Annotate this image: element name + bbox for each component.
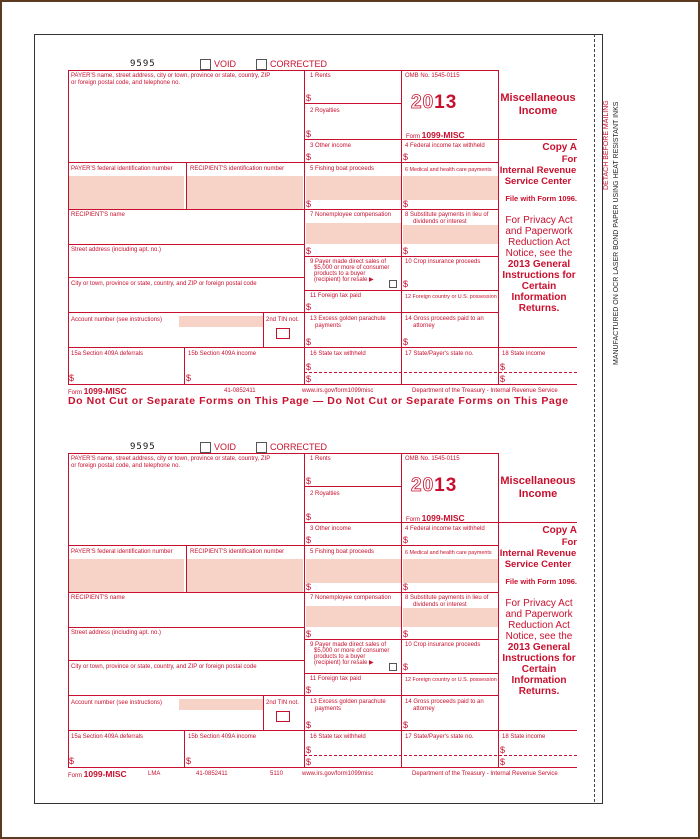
- box5-field[interactable]: [306, 176, 401, 200]
- form-name-label: Form 1099-MISC: [406, 513, 465, 523]
- box8-label-l2: dividends or interest: [413, 219, 467, 225]
- box15b-dollar: $: [186, 373, 192, 383]
- box11-dollar: $: [306, 685, 312, 695]
- box10-label: 10 Crop insurance proceeds: [405, 259, 481, 265]
- box5-label: 5 Fishing boat proceeds: [310, 166, 375, 172]
- box13-dollar: $: [306, 720, 312, 730]
- box7-field[interactable]: [306, 606, 401, 627]
- box16-dollar-1: $: [306, 745, 312, 755]
- box6-label: 6 Medical and health care payments: [405, 167, 492, 173]
- box4-dollar: $: [403, 152, 409, 162]
- box18-dollar-1: $: [500, 745, 506, 755]
- box11-label: 11 Foreign tax paid: [310, 676, 361, 682]
- recipient-tin-label: RECIPIENT'S identification number: [190, 549, 285, 555]
- box14-dollar: $: [403, 720, 409, 730]
- box7-label: 7 Nonemployee compensation: [310, 212, 392, 218]
- payer-name-label-l1: PAYER'S name, street address, city or town, province or state, country, ZIP: [71, 456, 271, 462]
- tin-not-label: 2nd TIN not.: [266, 700, 299, 706]
- box12-label: 12 Foreign country or U.S. possession: [405, 294, 497, 300]
- footer-dept: Department of the Treasury - Internal Revenue Service: [412, 388, 558, 394]
- box13-label-l1: 13 Excess golden parachute: [310, 699, 386, 705]
- box15a-dollar: $: [69, 373, 75, 383]
- box9-label-l2: $5,000 or more of consumer: [314, 648, 390, 654]
- box9-label-l3: products to a buyer: [314, 271, 366, 277]
- box10-dollar: $: [403, 279, 409, 289]
- box16-label: 16 State tax withheld: [310, 734, 366, 740]
- box18-dollar-1: $: [500, 362, 506, 372]
- box1-dollar: $: [306, 476, 312, 486]
- box8-field[interactable]: [403, 608, 498, 627]
- box2-label: 2 Royalties: [310, 108, 340, 114]
- box9-label-l1: 9 Payer made direct sales of: [310, 642, 387, 648]
- box2-label: 2 Royalties: [310, 491, 340, 497]
- box15b-dollar: $: [186, 756, 192, 766]
- corrected-label: CORRECTED: [270, 442, 328, 452]
- box18-label: 18 State income: [502, 351, 546, 357]
- footer-cat: 41-0852411: [224, 388, 256, 394]
- box5-dollar: $: [306, 582, 312, 592]
- account-label: Account number (see instructions): [71, 317, 163, 323]
- box9-label-l1: 9 Payer made direct sales of: [310, 259, 387, 265]
- box11-dollar: $: [306, 302, 312, 312]
- box9-checkbox[interactable]: [389, 663, 397, 671]
- box3-label: 3 Other income: [310, 143, 352, 149]
- box17-label: 17 State/Payer's state no.: [405, 351, 474, 357]
- box18-label: 18 State income: [502, 734, 546, 740]
- form-1099-misc-top: [0, 0, 700, 400]
- form-id: 9595: [130, 59, 156, 69]
- payer-name-label-l2: or foreign postal code, and telephone no.: [71, 463, 181, 469]
- copy-a-block: Copy A For Internal Revenue Service Center File with Form 1096.: [499, 525, 577, 586]
- box13-dollar: $: [306, 337, 312, 347]
- box8-dollar: $: [403, 246, 409, 256]
- payer-tin-field[interactable]: [68, 559, 184, 592]
- privacy-notice: For Privacy Act and Paperwork Reduction Act Notice, see the 2013 General Instructions for Certain Information Returns.: [502, 598, 576, 697]
- box13-label-l1: 13 Excess golden parachute: [310, 316, 386, 322]
- city-label: City or town, province or state, country, and ZIP or foreign postal code: [71, 281, 257, 287]
- account-field[interactable]: [179, 699, 263, 710]
- recipient-name-label: RECIPIENT'S name: [71, 595, 125, 601]
- box2-dollar: $: [306, 129, 312, 139]
- box3-dollar: $: [306, 535, 312, 545]
- tax-year: 2013: [411, 475, 458, 496]
- box15a-label: 15a Section 409A deferrals: [71, 351, 144, 357]
- payer-tin-field[interactable]: [68, 176, 184, 209]
- box4-label: 4 Federal income tax withheld: [405, 526, 485, 532]
- form-name-label: Form 1099-MISC: [406, 130, 465, 140]
- box6-dollar: $: [403, 199, 409, 209]
- footer-form: Form 1099-MISC: [68, 386, 127, 396]
- detach-label: DETACH BEFORE MAILING: [603, 100, 610, 190]
- box9-label-l4: (recipient) for resale ▶: [314, 277, 374, 283]
- form-title: Miscellaneous Income: [500, 92, 576, 117]
- tax-year: 2013: [411, 92, 458, 113]
- box7-label: 7 Nonemployee compensation: [310, 595, 392, 601]
- form-1099-misc-bottom: [0, 383, 700, 783]
- box13-label-l2: payments: [315, 706, 342, 712]
- tin-not-checkbox[interactable]: [276, 711, 290, 722]
- box8-dollar: $: [403, 629, 409, 639]
- box4-dollar: $: [403, 535, 409, 545]
- recipient-tin-field[interactable]: [187, 176, 303, 209]
- payer-tin-label: PAYER'S federal identification number: [71, 166, 173, 172]
- box16-dollar-2: $: [306, 374, 312, 384]
- box12-label: 12 Foreign country or U.S. possession: [405, 677, 497, 683]
- box11-label: 11 Foreign tax paid: [310, 293, 361, 299]
- account-field[interactable]: [179, 316, 263, 327]
- footer-url: www.irs.gov/form1099misc: [302, 388, 374, 394]
- box1-dollar: $: [306, 93, 312, 103]
- omb-number: OMB No. 1545-0115: [405, 456, 460, 462]
- recipient-tin-label: RECIPIENT'S identification number: [190, 166, 285, 172]
- box18-dollar-2: $: [500, 757, 506, 767]
- box1-label: 1 Rents: [310, 456, 331, 462]
- box15b-label: 15b Section 409A income: [188, 734, 257, 740]
- box7-dollar: $: [306, 246, 312, 256]
- manufactured-label: MANUFACTURED ON OCR LASER BOND PAPER USING HEAT RESISTANT INKS: [613, 101, 620, 365]
- footer-form: Form 1099-MISC: [68, 769, 127, 779]
- box10-label: 10 Crop insurance proceeds: [405, 642, 481, 648]
- box8-label-l2: dividends or interest: [413, 602, 467, 608]
- box6-dollar: $: [403, 582, 409, 592]
- box8-label-l1: 8 Substitute payments in lieu of: [405, 595, 489, 601]
- footer-cat: 41-0852411: [196, 771, 228, 777]
- payer-tin-label: PAYER'S federal identification number: [71, 549, 173, 555]
- box17-label: 17 State/Payer's state no.: [405, 734, 474, 740]
- box5-field[interactable]: [306, 559, 401, 583]
- void-checkbox[interactable]: [200, 59, 211, 70]
- corrected-checkbox[interactable]: [256, 59, 267, 70]
- street-label: Street address (including apt. no.): [71, 247, 162, 253]
- box14-dollar: $: [403, 337, 409, 347]
- do-not-cut-notice: Do Not Cut or Separate Forms on This Page — Do Not Cut or Separate Forms on This Page: [68, 395, 569, 407]
- box14-label-l2: attorney: [413, 323, 435, 329]
- copy-a-block: Copy A For Internal Revenue Service Center File with Form 1096.: [499, 142, 577, 203]
- void-label: VOID: [214, 59, 237, 69]
- box14-label-l1: 14 Gross proceeds paid to an: [405, 316, 484, 322]
- void-label: VOID: [214, 442, 237, 452]
- box16-label: 16 State tax withheld: [310, 351, 366, 357]
- box6-field[interactable]: [403, 559, 498, 583]
- tin-not-label: 2nd TIN not.: [266, 317, 299, 323]
- form-id: 9595: [130, 442, 156, 452]
- box18-dollar-2: $: [500, 374, 506, 384]
- box2-dollar: $: [306, 512, 312, 522]
- city-label: City or town, province or state, country, and ZIP or foreign postal code: [71, 664, 257, 670]
- box6-field[interactable]: [403, 176, 498, 200]
- corrected-checkbox[interactable]: [256, 442, 267, 453]
- tin-not-checkbox[interactable]: [276, 328, 290, 339]
- box6-label: 6 Medical and health care payments: [405, 550, 492, 556]
- box14-label-l2: attorney: [413, 706, 435, 712]
- omb-number: OMB No. 1545-0115: [405, 73, 460, 79]
- street-label: Street address (including apt. no.): [71, 630, 162, 636]
- box9-label-l3: products to a buyer: [314, 654, 366, 660]
- footer-dept: Department of the Treasury - Internal Revenue Service: [412, 771, 558, 777]
- box7-field[interactable]: [306, 223, 401, 244]
- void-checkbox[interactable]: [200, 442, 211, 453]
- privacy-notice: For Privacy Act and Paperwork Reduction Act Notice, see the 2013 General Instructions for Certain Information Returns.: [502, 215, 576, 314]
- box8-field[interactable]: [403, 225, 498, 244]
- box9-checkbox[interactable]: [389, 280, 397, 288]
- box16-dollar-2: $: [306, 757, 312, 767]
- recipient-name-label: RECIPIENT'S name: [71, 212, 125, 218]
- form-title: Miscellaneous Income: [500, 475, 576, 500]
- payer-name-label-l1: PAYER'S name, street address, city or town, province or state, country, ZIP: [71, 73, 271, 79]
- box9-label-l2: $5,000 or more of consumer: [314, 265, 390, 271]
- box10-dollar: $: [403, 662, 409, 672]
- box5-label: 5 Fishing boat proceeds: [310, 549, 375, 555]
- box13-label-l2: payments: [315, 323, 342, 329]
- recipient-tin-field[interactable]: [187, 559, 303, 592]
- corrected-label: CORRECTED: [270, 59, 328, 69]
- box5-dollar: $: [306, 199, 312, 209]
- footer-url: www.irs.gov/form1099misc: [302, 771, 374, 777]
- box1-label: 1 Rents: [310, 73, 331, 79]
- box9-label-l4: (recipient) for resale ▶: [314, 660, 374, 666]
- box15a-dollar: $: [69, 756, 75, 766]
- box8-label-l1: 8 Substitute payments in lieu of: [405, 212, 489, 218]
- payer-name-label-l2: or foreign postal code, and telephone no.: [71, 80, 181, 86]
- footer-lma: LMA: [148, 771, 161, 777]
- box15b-label: 15b Section 409A income: [188, 351, 257, 357]
- footer-5110: 5110: [270, 771, 283, 777]
- box15a-label: 15a Section 409A deferrals: [71, 734, 144, 740]
- box3-label: 3 Other income: [310, 526, 352, 532]
- box7-dollar: $: [306, 629, 312, 639]
- box4-label: 4 Federal income tax withheld: [405, 143, 485, 149]
- box14-label-l1: 14 Gross proceeds paid to an: [405, 699, 484, 705]
- account-label: Account number (see instructions): [71, 700, 163, 706]
- box16-dollar-1: $: [306, 362, 312, 372]
- box3-dollar: $: [306, 152, 312, 162]
